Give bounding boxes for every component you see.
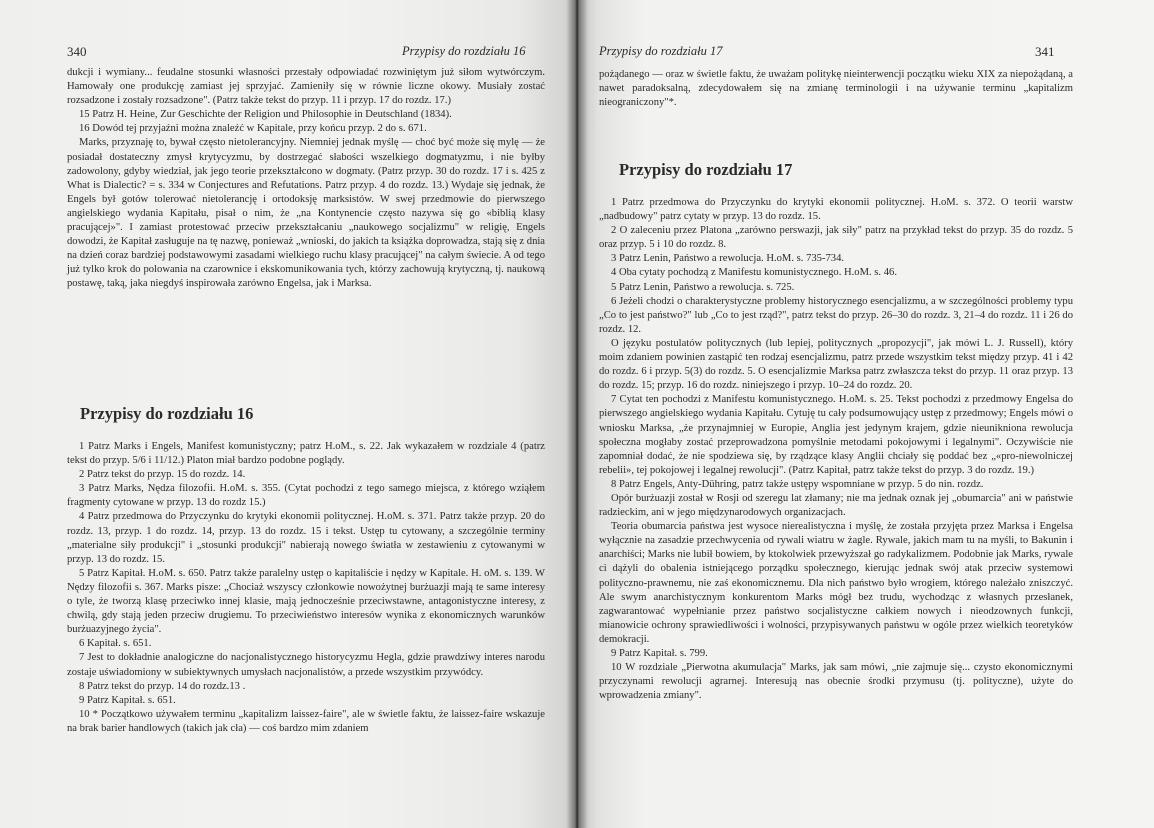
footnote: 5 Patrz Lenin, Państwo a rewolucja. s. 725.: [611, 281, 795, 293]
left-notes: [67, 440, 545, 736]
right-page: [575, 0, 1154, 828]
footnote: 8 Patrz Engels, Anty-Dühring, patrz także ustępy wspomniane w przyp. 5 do nin. rozdz.: [611, 478, 984, 490]
section-heading-16: Przypisy do rozdziału 16: [80, 404, 254, 423]
footnote: 3 Patrz Lenin, Państwo a rewolucja. H.oM. s. 735-734.: [611, 253, 845, 265]
footnote: 4 Oba cytaty pochodzą z Manifestu komunistycznego. H.oM. s. 46.: [611, 267, 897, 279]
footnote: 10 * Początkowo używałem terminu „kapitalizm laissez-faire", ale w świetle faktu, że laissez-faire wskazuje na brak barier handlowych (takich jak cła) — coś bardzo mim zdaniem: [67, 708, 545, 734]
right-page-number: 341: [1035, 44, 1055, 59]
footnote: 7 Jest to dokładnie analogiczne do nacjonalistycznego historycyzmu Hegla, gdzie prawdziwy interes narodu zostaje uświadomiony w subiektywnych umysłach nacjonalistów, a przede wszystkim przywódcy.: [67, 652, 545, 678]
right-notes: [599, 196, 1073, 703]
section-heading-17: Przypisy do rozdziału 17: [619, 160, 793, 179]
footnote: 1 Patrz Marks i Engels, Manifest komunistyczny; patrz H.oM., s. 22. Jak wykazałem w rozdziale 4 (patrz tekst do przyp. 5/6 i 11/12.) Platon miał bardzo podobne poglądy.: [67, 441, 545, 467]
footnote: 9 Patrz Kapitał. s. 799.: [611, 648, 708, 659]
footnote: 15 Patrz H. Heine, Zur Geschichte der Religion und Philosophie in Deutschland (1834).: [79, 109, 452, 121]
footnote: 1 Patrz przedmowa do Przyczynku do krytyki ekonomii politycznej. H.oM. s. 372. O teorii warstw „nadbudowy" patrz cytaty w przyp. 13 do rozdz. 15.: [599, 197, 1073, 223]
footnote: 2 Patrz tekst do przyp. 15 do rozdz. 14.: [79, 469, 246, 481]
footnote: 8 Patrz tekst do przyp. 14 do rozdz.13 .: [79, 680, 246, 692]
paragraph: pożądanego — oraz w świetle faktu, że uważam politykę nieinterwencji początku wieku XIX za niepożądaną, a nawet paradoksalną, zdecydowałem się na zmianę terminologii i na używanie terminu „kapitalizm nieograniczony"*.: [599, 69, 1073, 109]
paragraph: O języku postulatów politycznych (lub lepiej, politycznych „propozycji", jak mówi L. J. Russell), który moim zdaniem powinien zastąpić ten rodzaj esencjalizmu, patrz przede wszystkim tekst między przyp. 41 i 42 do rozdz. 6 i przyp. 5(3) do rozdz. 5. O esencjalizmie Marksa patrz zwłaszcza tekst do przyp. 11 oraz przyp. 13 do rozdz. 15; przyp. 16 do rozdz. niniejszego i przyp. 10–24 do rozdz. 20.: [599, 337, 1073, 392]
right-top-text: [599, 68, 1073, 110]
left-page: [0, 0, 575, 828]
paragraph: Teoria obumarcia państwa jest wysoce nierealistyczna i myślę, że została przyjęta przez Marksa i Engelsa wyłącznie na zasadzie przechwycenia od rywali wiatru w żagle. Rywale, jakich mam tu na myśli, to Bakunin i anarchiści; Marks nie lubił bowiem, by ktokolwiek przewyższał go radykalizmem. Podobnie jak Marks, rywale ci dążyli do obalenia istniejącego porządku społecznego, kierując jednak swój atak przeciw systemowi polityczno-prawnemu, nie zaś ekonomicznemu. Dla nich państwo było wrogiem, którego należało zniszczyć. Ale swym anarchistycznym konkurentom Marks mógł bez trudu, wychodząc z własnych przesłanek, zagwarantować wypełnianie przez państwo socjalistyczne całkiem nowych i nieodzownych funkcji, mianowicie ochrony sprawiedliwości i wolności, przypisywanych państwu w ogóle przez wielkich teoretyków demokracji.: [599, 521, 1073, 645]
right-running-header: Przypisy do rozdziału 17: [599, 44, 723, 58]
footnote: 7 Cytat ten pochodzi z Manifestu komunistycznego. H.oM. s. 25. Tekst pochodzi z przedmowy Engelsa do pierwszego angielskiego wydania Kapitału. Cytuję tu cały podsumowujący ustęp z przedmowy; Engels mówi o wniosku Marksa, „że przynajmniej w Europie, Anglia jest jedynym krajem, gdzie nieunikniona rewolucja społeczna mogłaby zostać przeprowadzona pomyślnie metodami pokojowymi i legalnymi". Oczywiście nie zapomniał dodać, że nie spodziewa się, by rządzące klasy Anglii chciały się poddać bez „«pro-niewolniczej rebelii», tej pokojowej i legalnej rewolucji". (Patrz Kapitał, patrz także tekst do przyp. 3 do rozdz. 19.): [599, 394, 1073, 476]
paragraph: dukcji i wymiany... feudalne stosunki własności przestały odpowiadać rozwiniętym już siłom wytwórczym. Hamowały one produkcję zamiast jej sprzyjać. Zamieniły się w równie liczne okowy. Musiały zostać rozsadzone i zostały rozsadzone". (Patrz także tekst do przyp. 11 i przyp. 17 do rozdz. 17.): [67, 67, 545, 107]
footnote: 5 Patrz Kapitał. H.oM. s. 650. Patrz także paralelny ustęp o kapitaliście i nędzy w Kapitale. H. oM. s. 139. W Nędzy filozofii s. 367. Marks pisze: „Chociaż wszyscy członkowie nowożytnej burżuazji mają te same interesy o tyle, że tworzą klasę przeciwko innej klasie, mają jednocześnie przeciwstawne, antagonistyczne interesy, z chwilą, gdy stają jeden przeciw drugiemu. To przeciwieństwo interesów wynika z ekonomicznych warunków burżuazyjnego życia".: [67, 567, 545, 636]
footnote: 6 Kapitał. s. 651.: [79, 638, 152, 650]
paragraph: Marks, przyznaję to, bywał często nietolerancyjny. Niemniej jednak myślę — choć być może się mylę — że posiadał dostateczny zmysł krytycyzmu, by dostrzegać słabości wszelkiego dogmatyzmu, i nie byłby zadowolony, gdyby wiedział, jak jego teorie przekształcono w dogmaty. (Patrz przyp. 30 do rozdz. 17 i s. 425 z What is Dialectic? = s. 334 w Conjectures and Refutations. Patrz przyp. 4 do rozdz. 13.) Wydaje się jednak, że Engels był gotów tolerować nietolerancję i ortodoksję marksistów. W swej przedmowie do pierwszego angielskiego wydania Kapitału, pisał o nim, że „na Kontynencie często nazywa się go «biblią klasy pracującej»". I zamiast protestować przeciw przekształcaniu „naukowego socjalizmu" w religię, Engels dowodzi, że Kapitał zasługuje na tę nazwę, ponieważ „wnioski, do jakich ta książka doprowadza, stają się z dnia na dzień coraz bardziej podstawowymi zasadami wielkiego ruchu klasy pracującej" na całym świecie. A od tego już tylko krok do polowania na czarownice i ekskomunikowania tych, którzy zachowują krytyczną, tj. naukową postawę, taką, jaka niegdyś inspirowała zarówno Engelsa, jak i Marksa.: [67, 137, 546, 290]
footnote: 10 W rozdziale „Pierwotna akumulacja" Marks, jak sam mówi, „nie zajmuje się... czysto ekonomicznymi przyczynami rewolucji agrarnej. Interesują nas obecnie środki przymusu (tj. polityczne), użyte do wprowadzenia zmiany".: [599, 662, 1073, 702]
left-running-header: Przypisy do rozdziału 16: [402, 44, 526, 58]
footnote: 9 Patrz Kapitał. s. 651.: [79, 694, 176, 706]
footnote: 2 O zaleceniu przez Platona „zarówno perswazji, jak siły" patrz na przykład tekst do przyp. 35 do rozdz. 5 oraz przyp. 5 i 10 do rozdz. 8.: [599, 225, 1073, 251]
footnote: 4 Patrz przedmowa do Przyczynku do krytyki ekonomii politycznej. H.oM. s. 371. Patrz także przyp. 20 do rozdz. 13, przyp. 1 do rozdz. 14, przyp. 13 do rozdz. 15 i tekst. Ustęp tu cytowany, a szczególnie terminy „materialne siły produkcji" i „stosunki produkcji" nabierają nowego światła w zestawieniu z cytowanymi w przyp. 13 do rozdz. 15.: [67, 511, 545, 565]
footnote: 16 Dowód tej przyjaźni można znaleźć w Kapitale, przy końcu przyp. 2 do s. 671.: [79, 123, 427, 135]
footnote: 6 Jeżeli chodzi o charakterystyczne problemy historycznego esencjalizmu, a w szczególności problemy typu „Co to jest państwo?" lub „Co to jest rząd?", patrz tekst do przyp. 26–30 do rozdz. 3, 21–4 do rozdz. 11 i 26 do rozdz. 12.: [599, 295, 1073, 335]
left-top-text: [67, 66, 545, 292]
paragraph: Opór burżuazji został w Rosji od szeregu lat złamany; nie ma jednak oznak jej „obumarcia" ani w państwie radzieckim, ani w jego międzynarodowych organizacjach.: [599, 492, 1073, 519]
footnote: 3 Patrz Marks, Nędza filozofii. H.oM. s. 355. (Cytat pochodzi z tego samego miejsca, z którego wziąłem fragmenty cytowane w przyp. 13 do rozdz 15.): [67, 483, 545, 509]
left-page-number: 340: [67, 44, 87, 59]
book-gutter-shadow: [566, 0, 588, 828]
